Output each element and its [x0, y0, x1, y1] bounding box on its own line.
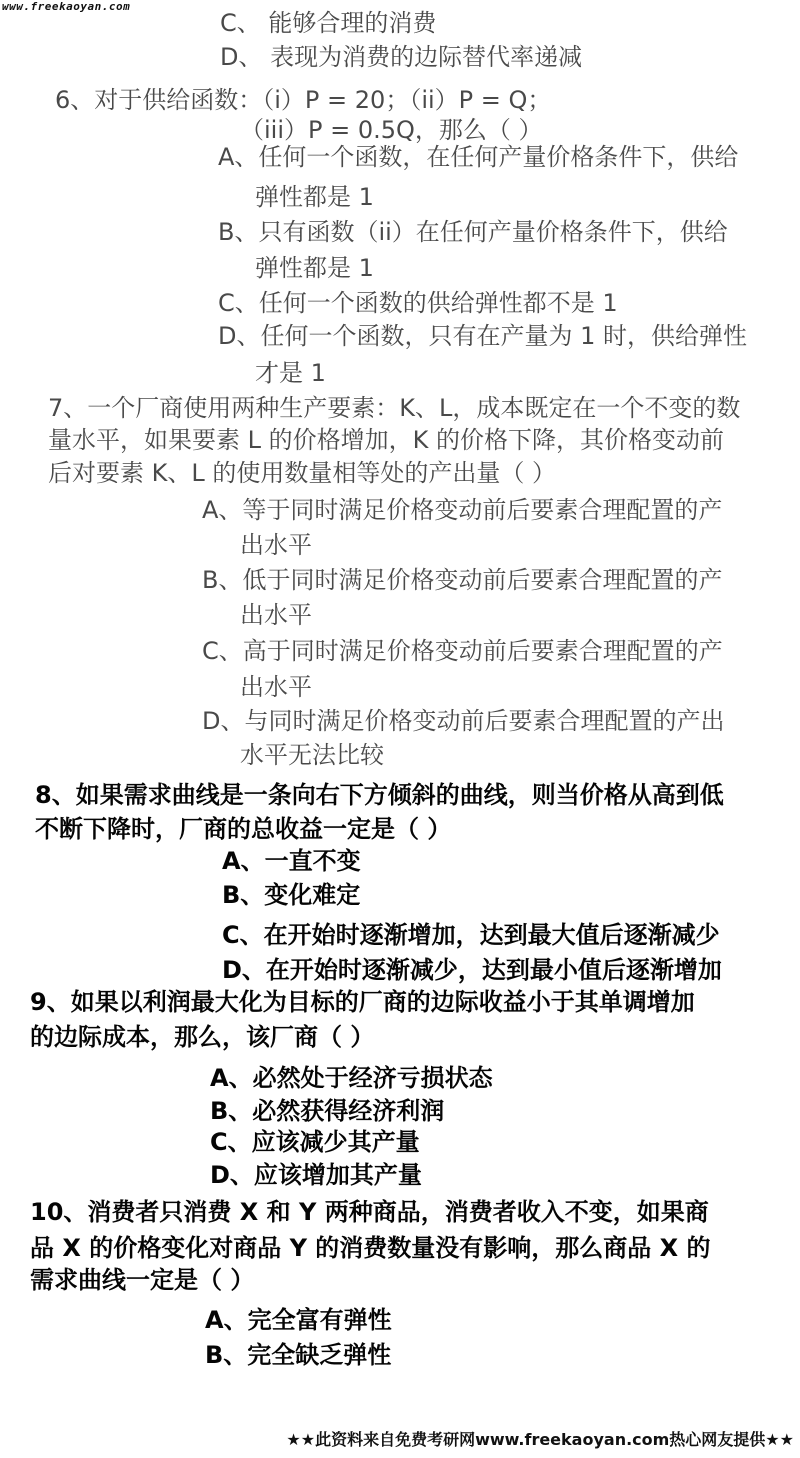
- text-line-q10-stem-1: 10、消费者只消费 X 和 Y 两种商品，消费者收入不变，如果商: [30, 1198, 709, 1226]
- text-line-q6-stem-1: 6、对于供给函数：（i）P = 20；（ii）P = Q；: [55, 86, 552, 114]
- text-line-q7-c-2: 出水平: [240, 673, 312, 701]
- text-line-q8-stem-1: 8、如果需求曲线是一条向右下方倾斜的曲线，则当价格从高到低: [35, 781, 724, 809]
- footer-note: ★★此资料来自免费考研网www.freekaoyan.com热心网友提供★★: [286, 1430, 794, 1449]
- text-line-q9-a: A、必然处于经济亏损状态: [210, 1064, 493, 1092]
- text-line-q7-stem-3: 后对要素 K、L 的使用数量相等处的产出量（ ）: [48, 459, 556, 487]
- text-line-q7-a-1: A、等于同时满足价格变动前后要素合理配置的产: [202, 496, 723, 524]
- text-line-q6-stem-2: （iii）P = 0.5Q，那么（ ）: [240, 116, 543, 144]
- text-line-q7-b-1: B、低于同时满足价格变动前后要素合理配置的产: [202, 566, 723, 594]
- text-line-q6-d-1: D、任何一个函数，只有在产量为 1 时，供给弹性: [218, 322, 748, 350]
- text-line-q6-b-2: 弹性都是 1: [255, 254, 374, 282]
- text-line-q7-d-2: 水平无法比较: [240, 741, 384, 769]
- site-url-header: www.freekaoyan.com: [2, 0, 131, 13]
- text-line-q5-d: D、 表现为消费的边际替代率递减: [220, 43, 583, 71]
- text-line-q9-b: B、必然获得经济利润: [210, 1097, 445, 1125]
- text-line-q10-a: A、完全富有弹性: [205, 1306, 392, 1334]
- text-line-q8-stem-2: 不断下降时，厂商的总收益一定是（ ）: [35, 815, 452, 843]
- text-line-q8-b: B、变化难定: [222, 881, 361, 909]
- text-line-q7-a-2: 出水平: [240, 531, 312, 559]
- text-line-q9-c: C、应该减少其产量: [210, 1128, 420, 1156]
- text-line-q5-c: C、 能够合理的消费: [220, 9, 437, 37]
- text-line-q7-stem-1: 7、一个厂商使用两种生产要素：K、L，成本既定在一个不变的数: [48, 394, 741, 422]
- text-line-q6-c: C、任何一个函数的供给弹性都不是 1: [218, 289, 618, 317]
- text-line-q8-d: D、在开始时逐渐减少，达到最小值后逐渐增加: [222, 956, 722, 984]
- text-line-q8-c: C、在开始时逐渐增加，达到最大值后逐渐减少: [222, 921, 720, 949]
- text-line-q10-b: B、完全缺乏弹性: [205, 1341, 392, 1369]
- text-line-q6-b-1: B、只有函数（ii）在任何产量价格条件下，供给: [218, 218, 728, 246]
- text-line-q8-a: A、一直不变: [222, 847, 361, 875]
- text-line-q6-a-1: A、任何一个函数，在任何产量价格条件下，供给: [218, 143, 739, 171]
- text-line-q6-a-2: 弹性都是 1: [255, 183, 374, 211]
- text-line-q9-d: D、应该增加其产量: [210, 1161, 422, 1189]
- text-line-q10-stem-2: 品 X 的价格变化对商品 Y 的消费数量没有影响，那么商品 X 的: [30, 1234, 711, 1262]
- text-line-q6-d-2: 才是 1: [255, 359, 326, 387]
- text-line-q7-d-1: D、与同时满足价格变动前后要素合理配置的产出: [202, 707, 725, 735]
- text-line-q7-stem-2: 量水平，如果要素 L 的价格增加，K 的价格下降，其价格变动前: [48, 426, 724, 454]
- text-line-q9-stem-2: 的边际成本，那么，该厂商（ ）: [30, 1023, 375, 1051]
- text-line-q7-b-2: 出水平: [240, 601, 312, 629]
- text-line-q10-stem-3: 需求曲线一定是（ ）: [30, 1266, 255, 1294]
- text-line-q7-c-1: C、高于同时满足价格变动前后要素合理配置的产: [202, 637, 723, 665]
- text-line-q9-stem-1: 9、如果以利润最大化为目标的厂商的边际收益小于其单调增加: [30, 988, 695, 1016]
